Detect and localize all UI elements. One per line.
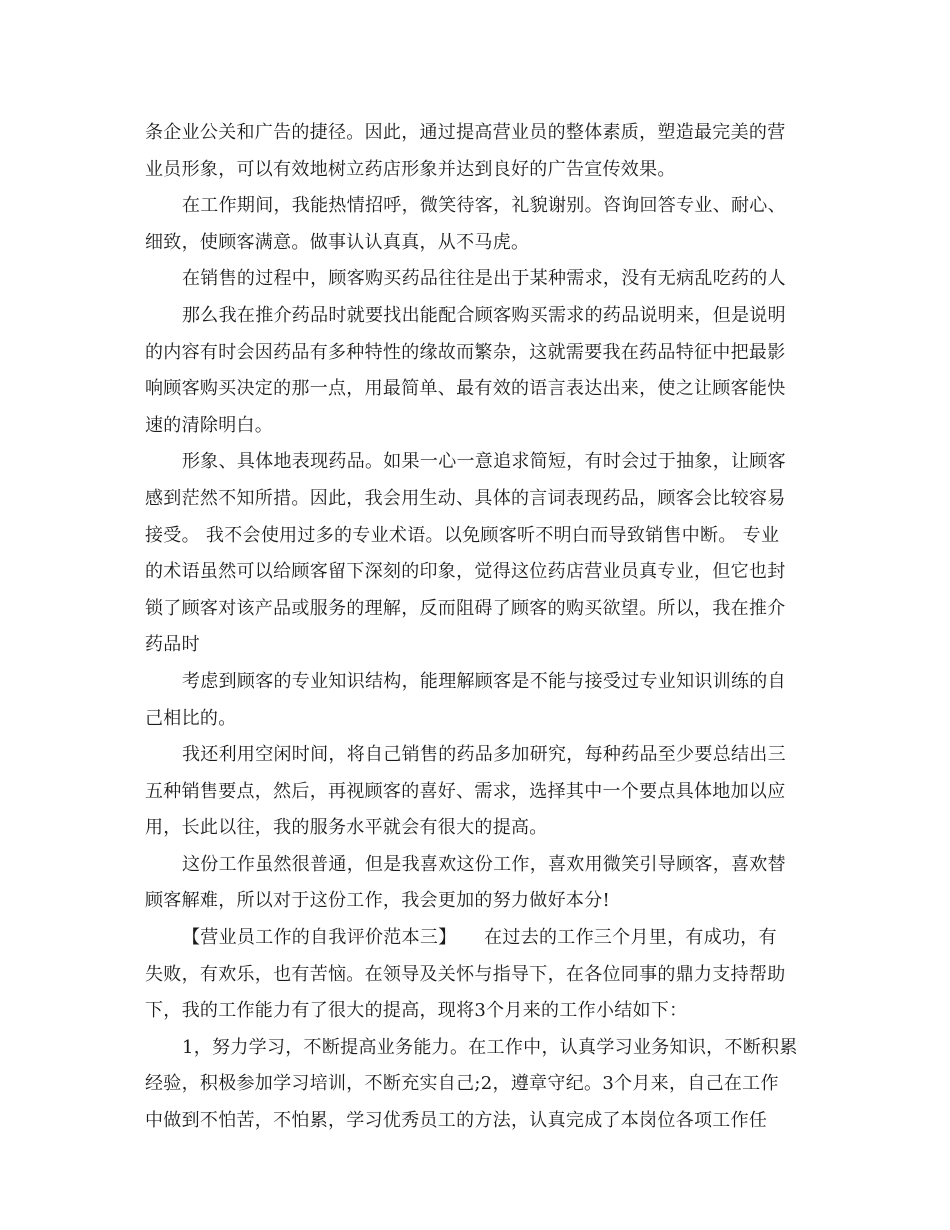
text-line: 我还利用空闲时间，将自己销售的药品多加研究，每种药品至少要总结出三 (182, 744, 786, 766)
text-line: 中做到不怕苦，不怕累，学习优秀员工的方法，认真完成了本岗位各项工作任 (145, 1110, 768, 1132)
text-line: 响顾客购买决定的那一点，用最简单、最有效的语言表达出来，使之让顾客能快 (145, 378, 786, 400)
text-line: 经验，积极参加学习培训，不断充实自己;2，遵章守纪。3个月来，自己在工作 (145, 1073, 779, 1095)
text-line: 接受。 我不会使用过多的专业术语。以免顾客听不明白而导致销售中断。 专业 (145, 524, 780, 546)
text-line: 【营业员工作的自我评价范本三】 在过去的工作三个月里，有成功，有 (182, 927, 777, 949)
text-line: 细致，使顾客满意。做事认认真真，从不马虎。 (145, 231, 530, 253)
text-line: 在销售的过程中，顾客购买药品往往是出于某种需求，没有无病乱吃药的人 (182, 268, 786, 290)
text-line: 下，我的工作能力有了很大的提高，现将3个月来的工作小结如下： (145, 1000, 688, 1022)
text-line: 条企业公关和广告的捷径。因此，通过提高营业员的整体素质，塑造最完美的营 (145, 122, 786, 143)
text-line: 用，长此以往，我的服务水平就会有很大的提高。 (145, 817, 548, 839)
text-line: 失败，有欢乐，也有苦恼。在领导及关怀与指导下，在各位同事的鼎力支持帮助 (145, 963, 786, 985)
text-line: 的术语虽然可以给顾客留下深刻的印象，觉得这位药店营业员真专业，但它也封 (145, 561, 786, 583)
text-line: 己相比的。 (145, 707, 237, 729)
text-line: 这份工作虽然很普通，但是我喜欢这份工作，喜欢用微笑引导顾客，喜欢替 (182, 853, 786, 875)
text-line: 锁了顾客对该产品或服务的理解，反而阻碍了顾客的购买欲望。所以，我在推介 (145, 597, 786, 619)
text-line: 速的清除明白。 (145, 414, 274, 436)
text-line: 药品时 (145, 634, 200, 656)
text-line: 的内容有时会因药品有多种特性的缘故而繁杂，这就需要我在药品特征中把最影 (145, 341, 786, 363)
document-body (145, 115, 815, 1140)
text-line: 五种销售要点，然后，再视顾客的喜好、需求，选择其中一个要点具体地加以应 (145, 780, 786, 802)
text-line: 那么我在推介药品时就要找出能配合顾客购买需求的药品说明来，但是说明 (182, 304, 786, 326)
text-line: 形象、具体地表现药品。如果一心一意追求简短，有时会过于抽象，让顾客 (182, 451, 786, 473)
text-line: 在工作期间，我能热情招呼，微笑待客，礼貌谢别。咨询回答专业、耐心、 (182, 195, 786, 217)
text-line: 感到茫然不知所措。因此，我会用生动、具体的言词表现药品，顾客会比较容易 (145, 487, 786, 509)
text-line: 考虑到顾客的专业知识结构，能理解顾客是不能与接受过专业知识训练的自 (182, 670, 786, 692)
text-line: 1，努力学习，不断提高业务能力。在工作中，认真学习业务知识，不断积累 (182, 1036, 798, 1058)
text-line: 顾客解难，所以对于这份工作，我会更加的努力做好本分! (145, 890, 611, 912)
text-line: 业员形象，可以有效地树立药店形象并达到良好的广告宣传效果。 (145, 158, 676, 180)
